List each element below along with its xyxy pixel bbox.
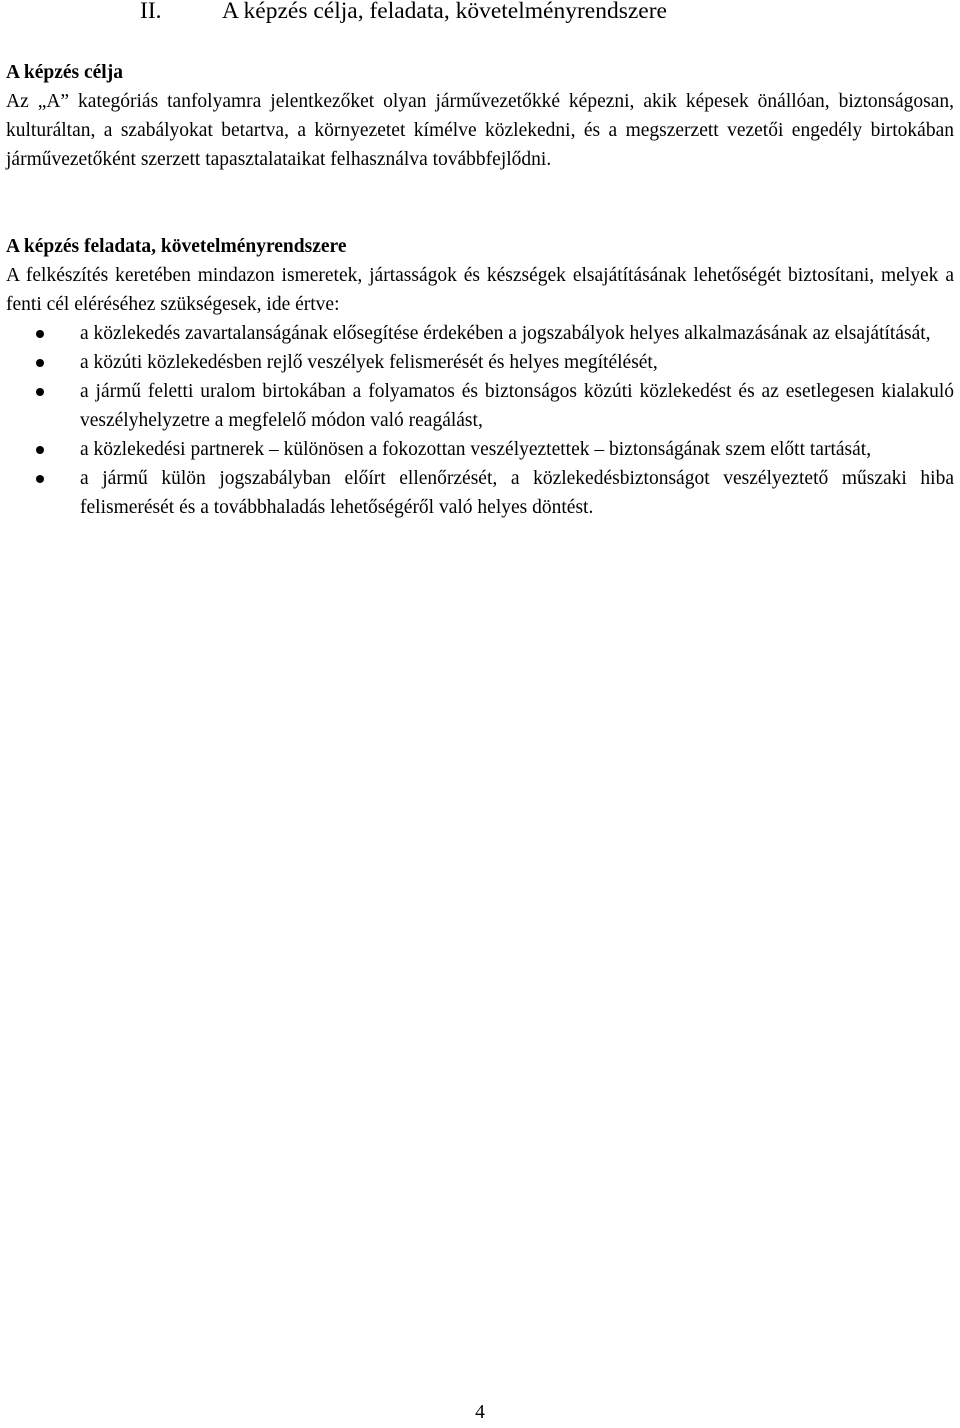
section-tasks-heading: A képzés feladata, követelményrendszere: [6, 236, 347, 257]
list-item: [6, 348, 954, 377]
list-item-text: a közlekedési partnerek – különösen a fokozottan veszélyeztettek – biztonságának szem előtt tartását,: [80, 439, 872, 460]
list-item-text: a jármű külön jogszabályban előírt ellenőrzését, a közlekedésbiztonságot veszélyeztető műszaki hiba felismerését és a továbbhaladás lehetőségéről való helyes döntést.: [80, 468, 954, 518]
chapter-title-text: A képzés célja, feladata, követelményrendszere: [222, 0, 667, 24]
bullet-icon: [36, 330, 44, 338]
section-goal-paragraph: Az „A” kategóriás tanfolyamra jelentkezőket olyan járművezetőkké képezni, akik képesek önállóan, biztonságosan, kulturáltan, a szabályokat betartva, a környezetet kímélve közlekedni, és a megszerzett vezetői engedély birtokában járművezetőként szerzett tapasztalataikat felhasználva továbbfejlődni.: [6, 91, 954, 170]
section-goal-heading: A képzés célja: [6, 62, 123, 83]
chapter-number: II.: [140, 0, 162, 24]
page-number: 4: [475, 1402, 485, 1423]
requirements-list: [6, 319, 954, 522]
chapter-title: [140, 0, 667, 28]
bullet-icon: [36, 446, 44, 454]
list-item-text: a jármű feletti uralom birtokában a folyamatos és biztonságos közúti közlekedést és az esetlegesen kialakuló veszélyhelyzetre a megfelelő módon való reagálást,: [80, 381, 954, 431]
section-goal: [6, 58, 954, 174]
list-item: [6, 464, 954, 522]
bullet-icon: [36, 359, 44, 367]
list-item-text: a közlekedés zavartalanságának elősegítése érdekében a jogszabályok helyes alkalmazásának az elsajátítását,: [80, 323, 931, 344]
list-item: [6, 319, 954, 348]
bullet-icon: [36, 475, 44, 483]
list-item: [6, 435, 954, 464]
section-tasks-intro: A felkészítés keretében mindazon ismeretek, jártasságok és készségek elsajátításának lehetőségét biztosítani, melyek a fenti cél eléréséhez szükségesek, ide értve:: [6, 265, 954, 315]
list-item-text: a közúti közlekedésben rejlő veszélyek felismerését és helyes megítélését,: [80, 352, 658, 373]
bullet-icon: [36, 388, 44, 396]
list-item: [6, 377, 954, 435]
section-tasks: [6, 232, 954, 522]
